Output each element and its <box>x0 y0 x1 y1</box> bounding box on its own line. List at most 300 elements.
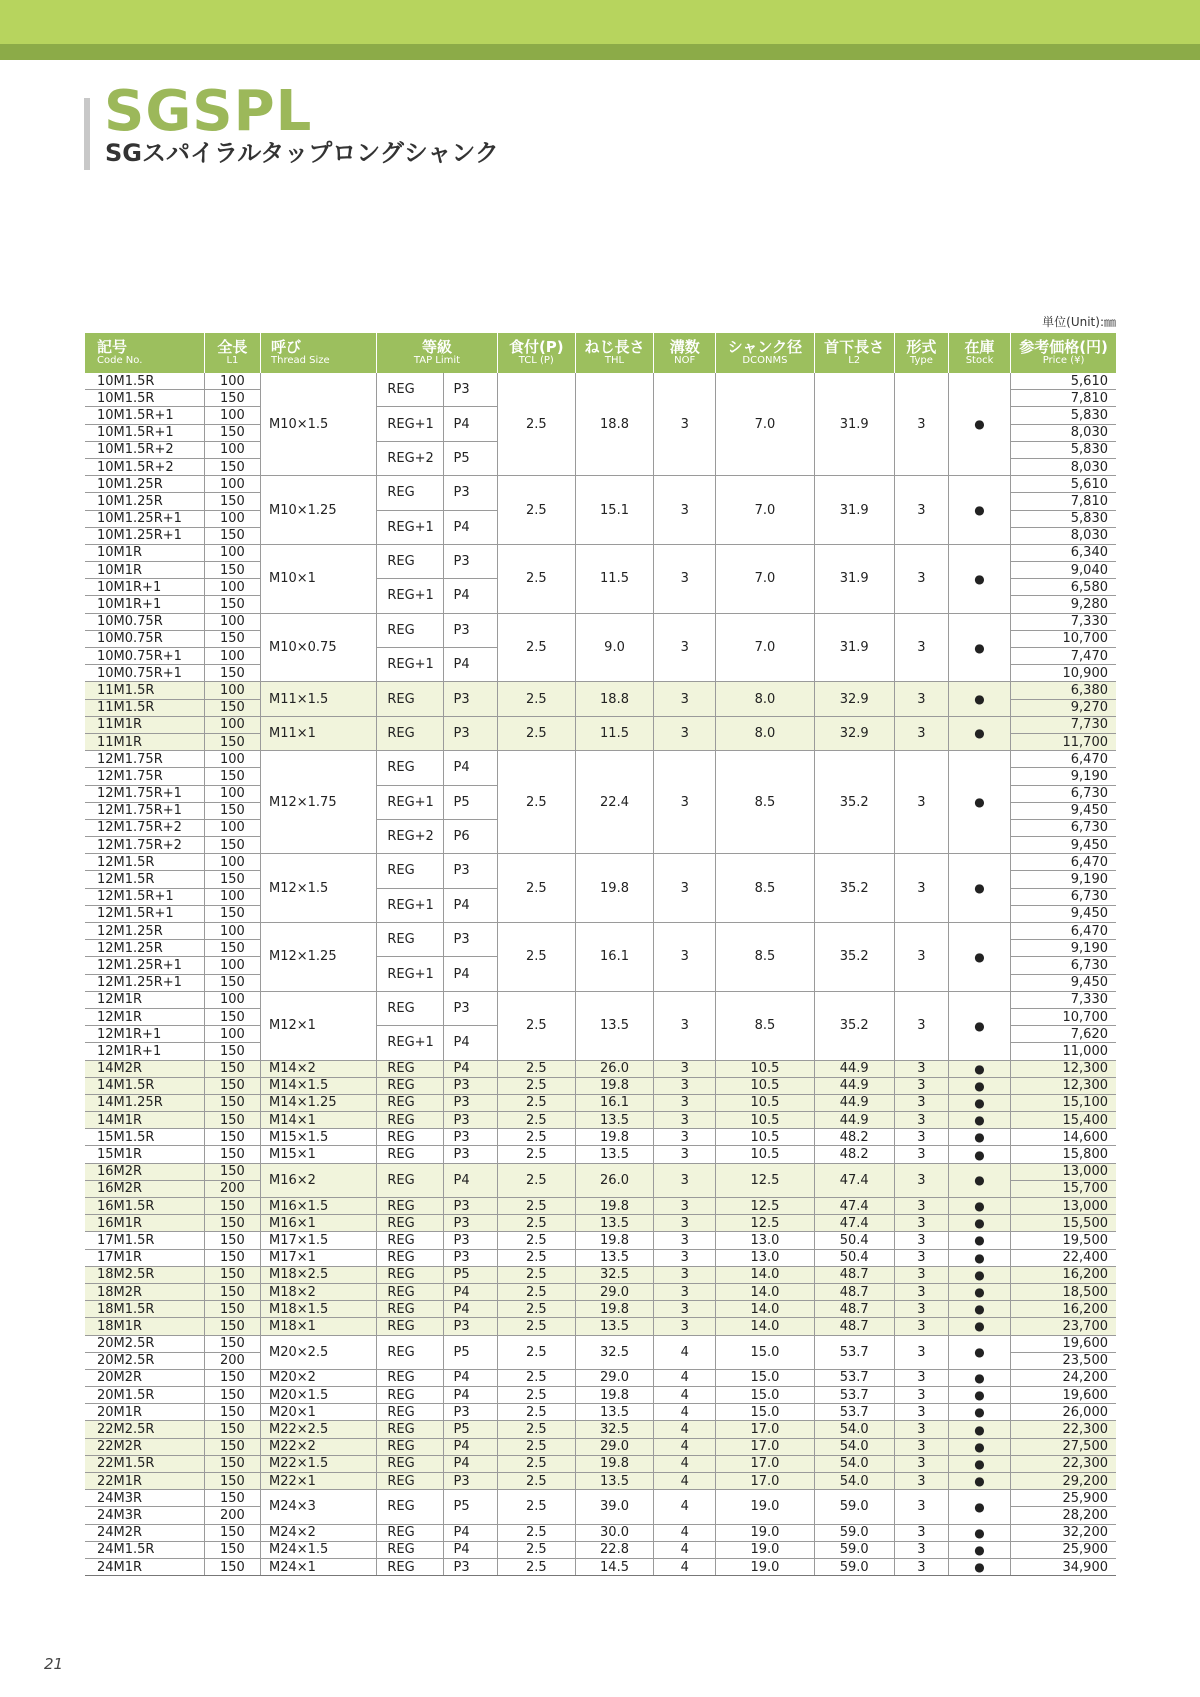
code-cell: 20M1R <box>85 1404 204 1421</box>
nof-cell: 3 <box>654 613 716 682</box>
page-title: SGSPL <box>104 79 313 144</box>
stock-cell: ● <box>948 1232 1010 1249</box>
tcl-cell: 2.5 <box>497 1421 575 1438</box>
col-header-stock: 在庫 Stock <box>948 333 1010 373</box>
type-cell: 3 <box>894 854 948 923</box>
stock-cell: ● <box>948 1387 1010 1404</box>
thread-size-cell: M18×2 <box>261 1283 377 1300</box>
stock-cell: ● <box>948 1301 1010 1318</box>
code-cell: 10M1R+1 <box>85 579 204 596</box>
table-row <box>85 1077 1116 1094</box>
price-cell: 25,900 <box>1011 1541 1116 1558</box>
shank-cell: 7.0 <box>716 476 814 545</box>
code-cell: 22M2.5R <box>85 1421 204 1438</box>
code-cell: 10M1.5R+1 <box>85 407 204 424</box>
table-row <box>85 854 1116 871</box>
limit-cell: P4 <box>443 510 497 544</box>
code-cell: 11M1.5R <box>85 699 204 716</box>
code-cell: 10M1R <box>85 562 204 579</box>
tcl-cell: 2.5 <box>497 1455 575 1472</box>
limit-cell: P5 <box>443 785 497 819</box>
price-cell: 9,190 <box>1011 768 1116 785</box>
l1-cell: 150 <box>204 940 260 957</box>
tcl-cell: 2.5 <box>497 1283 575 1300</box>
unit-note: 単位(Unit):㎜ <box>1042 315 1116 329</box>
nof-cell: 3 <box>654 923 716 992</box>
l2-cell: 59.0 <box>814 1524 894 1541</box>
nof-cell: 3 <box>654 1283 716 1300</box>
price-cell: 9,270 <box>1011 699 1116 716</box>
price-cell: 7,470 <box>1011 648 1116 665</box>
tap-cell: REG <box>377 991 443 1025</box>
shank-cell: 15.0 <box>716 1335 814 1369</box>
l1-cell: 100 <box>204 544 260 561</box>
price-cell: 15,700 <box>1011 1180 1116 1197</box>
tap-cell: REG <box>377 1060 443 1077</box>
nof-cell: 4 <box>654 1524 716 1541</box>
l1-cell: 150 <box>204 596 260 613</box>
table-row <box>85 716 1116 733</box>
stock-cell: ● <box>948 1404 1010 1421</box>
stock-cell: ● <box>948 1421 1010 1438</box>
l1-cell: 150 <box>204 1283 260 1300</box>
l2-cell: 59.0 <box>814 1541 894 1558</box>
code-cell: 16M1.5R <box>85 1198 204 1215</box>
nof-cell: 3 <box>654 1318 716 1335</box>
price-cell: 16,200 <box>1011 1266 1116 1283</box>
stock-cell: ● <box>948 373 1010 476</box>
price-cell: 9,450 <box>1011 905 1116 922</box>
limit-cell: P3 <box>443 1473 497 1490</box>
type-cell: 3 <box>894 1455 948 1472</box>
table-row <box>85 1283 1116 1300</box>
stock-cell: ● <box>948 1094 1010 1111</box>
l1-cell: 150 <box>204 1077 260 1094</box>
limit-cell: P4 <box>443 1163 497 1197</box>
code-cell: 10M1.25R+1 <box>85 527 204 544</box>
price-cell: 11,700 <box>1011 733 1116 750</box>
l2-cell: 48.7 <box>814 1318 894 1335</box>
type-cell: 3 <box>894 1249 948 1266</box>
l1-cell: 150 <box>204 665 260 682</box>
nof-cell: 3 <box>654 1112 716 1129</box>
stock-cell: ● <box>948 613 1010 682</box>
limit-cell: P4 <box>443 648 497 682</box>
l1-cell: 200 <box>204 1352 260 1369</box>
type-cell: 3 <box>894 1524 948 1541</box>
limit-cell: P4 <box>443 751 497 785</box>
thread-size-cell: M22×1 <box>261 1473 377 1490</box>
type-cell: 3 <box>894 991 948 1060</box>
price-cell: 8,030 <box>1011 424 1116 441</box>
table-row <box>85 1335 1116 1352</box>
shank-cell: 14.0 <box>716 1301 814 1318</box>
nof-cell: 4 <box>654 1541 716 1558</box>
thl-cell: 13.5 <box>575 1404 653 1421</box>
tcl-cell: 2.5 <box>497 1112 575 1129</box>
nof-cell: 4 <box>654 1438 716 1455</box>
code-cell: 11M1.5R <box>85 682 204 699</box>
shank-cell: 12.5 <box>716 1198 814 1215</box>
tap-cell: REG <box>377 1266 443 1283</box>
l1-cell: 100 <box>204 682 260 699</box>
l1-cell: 150 <box>204 1008 260 1025</box>
l2-cell: 54.0 <box>814 1455 894 1472</box>
type-cell: 3 <box>894 1060 948 1077</box>
stock-cell: ● <box>948 1558 1010 1575</box>
l2-cell: 44.9 <box>814 1112 894 1129</box>
code-cell: 17M1.5R <box>85 1232 204 1249</box>
l1-cell: 150 <box>204 1215 260 1232</box>
price-cell: 34,900 <box>1011 1558 1116 1575</box>
l1-cell: 150 <box>204 1043 260 1060</box>
table-row <box>85 1094 1116 1111</box>
stock-cell: ● <box>948 751 1010 854</box>
code-cell: 12M1.5R+1 <box>85 888 204 905</box>
thl-cell: 14.5 <box>575 1558 653 1575</box>
tcl-cell: 2.5 <box>497 1249 575 1266</box>
tap-cell: REG+1 <box>377 785 443 819</box>
table-row <box>85 544 1116 561</box>
nof-cell: 4 <box>654 1558 716 1575</box>
l1-cell: 150 <box>204 974 260 991</box>
price-cell: 6,580 <box>1011 579 1116 596</box>
tcl-cell: 2.5 <box>497 716 575 750</box>
type-cell: 3 <box>894 1283 948 1300</box>
l2-cell: 35.2 <box>814 923 894 992</box>
thread-size-cell: M10×0.75 <box>261 613 377 682</box>
type-cell: 3 <box>894 1473 948 1490</box>
thread-size-cell: M14×1 <box>261 1112 377 1129</box>
price-cell: 7,810 <box>1011 493 1116 510</box>
nof-cell: 3 <box>654 476 716 545</box>
shank-cell: 8.5 <box>716 854 814 923</box>
table-row <box>85 1318 1116 1335</box>
price-cell: 25,900 <box>1011 1490 1116 1507</box>
tap-cell: REG <box>377 1283 443 1300</box>
stock-cell: ● <box>948 1077 1010 1094</box>
limit-cell: P3 <box>443 1112 497 1129</box>
shank-cell: 17.0 <box>716 1421 814 1438</box>
thread-size-cell: M24×3 <box>261 1490 377 1524</box>
tap-cell: REG <box>377 1215 443 1232</box>
l2-cell: 48.7 <box>814 1283 894 1300</box>
thl-cell: 19.8 <box>575 1387 653 1404</box>
thl-cell: 19.8 <box>575 1232 653 1249</box>
tcl-cell: 2.5 <box>497 1266 575 1283</box>
tcl-cell: 2.5 <box>497 1232 575 1249</box>
type-cell: 3 <box>894 1266 948 1283</box>
tap-cell: REG <box>377 1146 443 1163</box>
type-cell: 3 <box>894 1541 948 1558</box>
tap-cell: REG+2 <box>377 819 443 853</box>
l1-cell: 150 <box>204 699 260 716</box>
code-cell: 10M1.25R <box>85 476 204 493</box>
l2-cell: 44.9 <box>814 1094 894 1111</box>
thl-cell: 13.5 <box>575 1473 653 1490</box>
thread-size-cell: M16×2 <box>261 1163 377 1197</box>
l1-cell: 100 <box>204 373 260 390</box>
limit-cell: P3 <box>443 1129 497 1146</box>
thread-size-cell: M11×1.5 <box>261 682 377 716</box>
price-cell: 23,700 <box>1011 1318 1116 1335</box>
code-cell: 24M3R <box>85 1507 204 1524</box>
price-cell: 11,000 <box>1011 1043 1116 1060</box>
l2-cell: 32.9 <box>814 716 894 750</box>
limit-cell: P3 <box>443 1558 497 1575</box>
price-cell: 29,200 <box>1011 1473 1116 1490</box>
shank-cell: 8.5 <box>716 991 814 1060</box>
shank-cell: 10.5 <box>716 1146 814 1163</box>
thread-size-cell: M20×1.5 <box>261 1387 377 1404</box>
l2-cell: 31.9 <box>814 373 894 476</box>
tap-cell: REG <box>377 1094 443 1111</box>
table-row <box>85 1266 1116 1283</box>
type-cell: 3 <box>894 751 948 854</box>
l1-cell: 200 <box>204 1507 260 1524</box>
code-cell: 18M2R <box>85 1283 204 1300</box>
table-row <box>85 1438 1116 1455</box>
limit-cell: P4 <box>443 1438 497 1455</box>
l1-cell: 150 <box>204 1455 260 1472</box>
type-cell: 3 <box>894 1421 948 1438</box>
price-cell: 9,190 <box>1011 940 1116 957</box>
stock-cell: ● <box>948 1335 1010 1369</box>
code-cell: 22M1.5R <box>85 1455 204 1472</box>
nof-cell: 3 <box>654 1249 716 1266</box>
shank-cell: 13.0 <box>716 1232 814 1249</box>
l1-cell: 150 <box>204 630 260 647</box>
thread-size-cell: M17×1 <box>261 1249 377 1266</box>
price-cell: 9,280 <box>1011 596 1116 613</box>
limit-cell: P3 <box>443 1146 497 1163</box>
l1-cell: 150 <box>204 1060 260 1077</box>
shank-cell: 17.0 <box>716 1455 814 1472</box>
table-row <box>85 1404 1116 1421</box>
code-cell: 12M1R <box>85 1008 204 1025</box>
price-cell: 7,620 <box>1011 1026 1116 1043</box>
l1-cell: 150 <box>204 1387 260 1404</box>
tcl-cell: 2.5 <box>497 1524 575 1541</box>
l1-cell: 150 <box>204 493 260 510</box>
price-cell: 8,030 <box>1011 527 1116 544</box>
l2-cell: 31.9 <box>814 544 894 613</box>
thread-size-cell: M20×1 <box>261 1404 377 1421</box>
code-cell: 18M1.5R <box>85 1301 204 1318</box>
thl-cell: 29.0 <box>575 1283 653 1300</box>
code-cell: 10M0.75R+1 <box>85 648 204 665</box>
limit-cell: P3 <box>443 1077 497 1094</box>
shank-cell: 19.0 <box>716 1541 814 1558</box>
l1-cell: 150 <box>204 1146 260 1163</box>
l1-cell: 150 <box>204 1318 260 1335</box>
tap-cell: REG+1 <box>377 648 443 682</box>
price-cell: 19,500 <box>1011 1232 1116 1249</box>
code-cell: 14M1.5R <box>85 1077 204 1094</box>
code-cell: 20M2.5R <box>85 1335 204 1352</box>
type-cell: 3 <box>894 1369 948 1386</box>
tap-cell: REG+1 <box>377 888 443 922</box>
thl-cell: 19.8 <box>575 854 653 923</box>
tcl-cell: 2.5 <box>497 1077 575 1094</box>
type-cell: 3 <box>894 1558 948 1575</box>
l1-cell: 100 <box>204 1026 260 1043</box>
shank-cell: 13.0 <box>716 1249 814 1266</box>
price-cell: 16,200 <box>1011 1301 1116 1318</box>
type-cell: 3 <box>894 1404 948 1421</box>
table-row <box>85 1129 1116 1146</box>
shank-cell: 10.5 <box>716 1060 814 1077</box>
code-cell: 12M1R <box>85 991 204 1008</box>
tcl-cell: 2.5 <box>497 1490 575 1524</box>
code-cell: 12M1R+1 <box>85 1043 204 1060</box>
tcl-cell: 2.5 <box>497 1558 575 1575</box>
type-cell: 3 <box>894 1335 948 1369</box>
tap-cell: REG <box>377 1129 443 1146</box>
code-cell: 10M0.75R+1 <box>85 665 204 682</box>
l1-cell: 150 <box>204 1524 260 1541</box>
tap-cell: REG <box>377 1524 443 1541</box>
thl-cell: 32.5 <box>575 1335 653 1369</box>
stock-cell: ● <box>948 1541 1010 1558</box>
tcl-cell: 2.5 <box>497 991 575 1060</box>
nof-cell: 3 <box>654 1129 716 1146</box>
col-header-shank: シャンク径 DCONMS <box>716 333 814 373</box>
thl-cell: 19.8 <box>575 1455 653 1472</box>
table-header-row <box>85 333 1116 373</box>
price-cell: 9,450 <box>1011 974 1116 991</box>
limit-cell: P3 <box>443 373 497 407</box>
type-cell: 3 <box>894 1112 948 1129</box>
code-cell: 11M1R <box>85 733 204 750</box>
limit-cell: P4 <box>443 579 497 613</box>
tap-cell: REG <box>377 1335 443 1369</box>
thl-cell: 18.8 <box>575 373 653 476</box>
l2-cell: 31.9 <box>814 476 894 545</box>
type-cell: 3 <box>894 1163 948 1197</box>
code-cell: 22M1R <box>85 1473 204 1490</box>
tap-cell: REG <box>377 1198 443 1215</box>
l2-cell: 35.2 <box>814 751 894 854</box>
limit-cell: P4 <box>443 1369 497 1386</box>
tcl-cell: 2.5 <box>497 1301 575 1318</box>
col-header-thl: ねじ長さ THL <box>575 333 653 373</box>
shank-cell: 14.0 <box>716 1318 814 1335</box>
limit-cell: P3 <box>443 544 497 578</box>
thread-size-cell: M18×1 <box>261 1318 377 1335</box>
tap-cell: REG <box>377 1387 443 1404</box>
tcl-cell: 2.5 <box>497 1387 575 1404</box>
code-cell: 10M1.25R+1 <box>85 510 204 527</box>
thread-size-cell: M11×1 <box>261 716 377 750</box>
price-cell: 22,300 <box>1011 1455 1116 1472</box>
thl-cell: 16.1 <box>575 923 653 992</box>
price-cell: 13,000 <box>1011 1163 1116 1180</box>
table-row <box>85 1112 1116 1129</box>
code-cell: 10M1R+1 <box>85 596 204 613</box>
thl-cell: 13.5 <box>575 1249 653 1266</box>
price-cell: 15,400 <box>1011 1112 1116 1129</box>
code-cell: 10M1.5R <box>85 373 204 390</box>
thl-cell: 18.8 <box>575 682 653 716</box>
thread-size-cell: M22×2.5 <box>261 1421 377 1438</box>
tap-cell: REG+1 <box>377 510 443 544</box>
limit-cell: P3 <box>443 991 497 1025</box>
tcl-cell: 2.5 <box>497 1215 575 1232</box>
price-cell: 6,380 <box>1011 682 1116 699</box>
l2-cell: 59.0 <box>814 1558 894 1575</box>
type-cell: 3 <box>894 1301 948 1318</box>
code-cell: 22M2R <box>85 1438 204 1455</box>
limit-cell: P4 <box>443 1387 497 1404</box>
l2-cell: 47.4 <box>814 1163 894 1197</box>
table-row <box>85 1387 1116 1404</box>
nof-cell: 3 <box>654 854 716 923</box>
thread-size-cell: M14×2 <box>261 1060 377 1077</box>
thl-cell: 22.8 <box>575 1541 653 1558</box>
shank-cell: 7.0 <box>716 613 814 682</box>
code-cell: 10M1.25R <box>85 493 204 510</box>
l1-cell: 100 <box>204 510 260 527</box>
stock-cell: ● <box>948 1249 1010 1266</box>
nof-cell: 3 <box>654 1163 716 1197</box>
thl-cell: 19.8 <box>575 1077 653 1094</box>
tap-cell: REG <box>377 1163 443 1197</box>
type-cell: 3 <box>894 1387 948 1404</box>
price-cell: 10,700 <box>1011 630 1116 647</box>
shank-cell: 17.0 <box>716 1473 814 1490</box>
l2-cell: 48.2 <box>814 1129 894 1146</box>
l2-cell: 44.9 <box>814 1077 894 1094</box>
price-cell: 14,600 <box>1011 1129 1116 1146</box>
thread-size-cell: M18×2.5 <box>261 1266 377 1283</box>
price-cell: 5,830 <box>1011 510 1116 527</box>
table-row <box>85 1455 1116 1472</box>
shank-cell: 10.5 <box>716 1077 814 1094</box>
code-cell: 12M1.25R <box>85 923 204 940</box>
stock-cell: ● <box>948 1455 1010 1472</box>
tap-cell: REG <box>377 1541 443 1558</box>
l1-cell: 150 <box>204 1266 260 1283</box>
shank-cell: 8.5 <box>716 751 814 854</box>
stock-cell: ● <box>948 1146 1010 1163</box>
tap-cell: REG <box>377 1369 443 1386</box>
price-cell: 9,450 <box>1011 837 1116 854</box>
l1-cell: 100 <box>204 957 260 974</box>
limit-cell: P4 <box>443 1301 497 1318</box>
shank-cell: 17.0 <box>716 1438 814 1455</box>
shank-cell: 19.0 <box>716 1524 814 1541</box>
tap-cell: REG <box>377 1558 443 1575</box>
l1-cell: 150 <box>204 562 260 579</box>
thread-size-cell: M14×1.5 <box>261 1077 377 1094</box>
nof-cell: 3 <box>654 716 716 750</box>
thread-size-cell: M10×1 <box>261 544 377 613</box>
l1-cell: 150 <box>204 1473 260 1490</box>
l2-cell: 35.2 <box>814 991 894 1060</box>
price-cell: 10,700 <box>1011 1008 1116 1025</box>
table-row <box>85 1146 1116 1163</box>
type-cell: 3 <box>894 373 948 476</box>
code-cell: 15M1R <box>85 1146 204 1163</box>
l1-cell: 150 <box>204 768 260 785</box>
price-cell: 9,040 <box>1011 562 1116 579</box>
title-accent-bar <box>84 98 90 170</box>
thl-cell: 22.4 <box>575 751 653 854</box>
tcl-cell: 2.5 <box>497 613 575 682</box>
shank-cell: 14.0 <box>716 1283 814 1300</box>
page-number: 21 <box>44 1655 64 1673</box>
